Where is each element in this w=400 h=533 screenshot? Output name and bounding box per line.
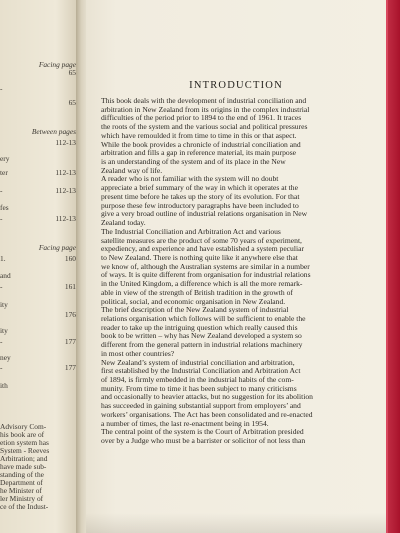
left-page-text: - — [0, 337, 3, 346]
text-line: Zealand today. — [101, 219, 146, 228]
left-page-text: 65 — [68, 98, 76, 107]
left-page-text: Facing page — [38, 243, 76, 252]
left-page-text: he Minister of — [0, 486, 42, 495]
text-line: a number of times, the last re-enactment being in 1954. — [101, 419, 269, 428]
left-page-text: ith — [0, 381, 8, 390]
text-line: A reader who is not familiar with the system will no doubt — [101, 175, 279, 184]
text-line: reader to take up the intriguing question which really caused this — [101, 323, 298, 332]
text-line: workers’ organisations. The Act has been consolidated and re-enacted — [101, 410, 313, 419]
left-page — [0, 0, 80, 533]
left-page-text: Facing page — [38, 60, 76, 69]
left-page-text: 65 — [68, 68, 76, 77]
left-page-text: Between pages — [31, 127, 76, 136]
text-line: first established by the Industrial Conciliation and Arbitration Act — [101, 367, 301, 376]
left-page-text: 176 — [64, 310, 76, 319]
text-line: political, social, and economic organisation in New Zealand. — [101, 297, 286, 306]
text-line: over by a Judge who must be a barrister or solicitor of not less than — [101, 437, 306, 446]
left-page-text: 112-13 — [55, 214, 76, 223]
text-line: munity. From time to time it has been subject to many criticisms — [101, 384, 297, 393]
text-line: The brief description of the New Zealand system of industrial — [101, 306, 289, 315]
left-page-text: - — [0, 363, 3, 372]
left-page-text: 161 — [64, 282, 76, 291]
text-line: and occasionally to heavier attacks, but no suggestion for its abolition — [101, 393, 313, 402]
text-line: able in view of the strength of British tradition in the growth of — [101, 288, 293, 297]
page-heading: INTRODUCTION — [189, 80, 283, 91]
text-line: relations organisation which follows will be sufficient to enable the — [101, 314, 306, 323]
text-line: different from the general pattern in industrial relations machinery — [101, 341, 303, 350]
text-line: This book deals with the development of industrial conciliation and — [101, 97, 307, 105]
text-line: is an understanding of the system and of its place in the New — [101, 158, 286, 167]
left-page-text: ter — [0, 168, 8, 177]
left-page-text: have made sub- — [0, 462, 47, 471]
text-line: difficulties of the period prior to 1894 to the end of 1961. It traces — [101, 114, 302, 123]
left-page-text: 160 — [64, 254, 76, 263]
text-line: in the United Kingdom, a difference which is all the more remark- — [101, 280, 303, 289]
text-line: in most other countries? — [101, 349, 175, 358]
left-page-text: ce of the Indust- — [0, 502, 49, 511]
left-page-text: fes — [0, 203, 9, 212]
left-page-text: System - Reeves — [0, 446, 50, 455]
left-page-text: - — [0, 214, 3, 223]
text-line: The Industrial Conciliation and Arbitration Act and various — [101, 227, 281, 236]
left-page-text: his book are of — [0, 430, 45, 439]
text-line: present time before he takes up the story of its evolution. For that — [101, 192, 300, 201]
right-page — [86, 0, 386, 533]
left-page-text: ity — [0, 326, 8, 335]
left-page-text: 112-13 — [55, 186, 76, 195]
text-line: to New Zealand. There is nothing quite like it anywhere else that — [101, 253, 298, 262]
text-line: has succeeded in gaining substantial support from employers’ and — [101, 402, 301, 411]
left-page-text: 177 — [64, 363, 76, 372]
body-text — [101, 97, 373, 446]
left-page-text: 1. — [0, 254, 6, 263]
text-line: arbitration and fills a gap in reference material, its main purpose — [101, 149, 297, 158]
left-page-text: 112-13 — [55, 138, 76, 147]
left-page-text: ery — [0, 154, 10, 163]
text-line: Zealand way of life. — [101, 166, 163, 175]
text-line: give a very broad outline of industrial relations organisation in New — [101, 210, 308, 219]
text-line: book to be written – why has New Zealand developed a system so — [101, 332, 302, 341]
page-shadow — [86, 513, 386, 533]
left-page-text: ney — [0, 353, 11, 362]
text-line: purpose these few introductory paragraphs have been included to — [101, 201, 299, 210]
text-line: the roots of the system and the various social and political pressures — [101, 123, 308, 132]
text-line: arbitration in New Zealand from its origins in the complex industrial — [101, 105, 310, 114]
text-line: of 1894, is firmly embedded in the industrial habits of the com- — [101, 376, 294, 384]
text-line: The central point of the system is the Court of Arbitration presided — [101, 428, 304, 437]
left-page-text: etion system has — [0, 438, 49, 447]
text-line: New Zealand’s system of industrial conciliation and arbitration, — [101, 358, 295, 367]
left-page-text: 112-13 — [55, 168, 76, 177]
text-line: expediency, and experience and have established a system peculiar — [101, 245, 304, 254]
left-page-text: ity — [0, 300, 8, 309]
text-line: While the book provides a chronicle of industrial conciliation and — [101, 140, 301, 149]
left-page-text: Department of — [0, 478, 43, 487]
left-page-text: Advisory Com- — [0, 422, 47, 431]
left-page-text: - — [0, 186, 3, 195]
text-line: which have remoulded it from time to time in this or that aspect. — [101, 131, 297, 140]
text-line: satellite measures are the product of some 70 years of experiment, — [101, 236, 302, 245]
left-page-text: Arbitration; and — [0, 454, 48, 463]
left-page-text: and — [0, 271, 11, 280]
left-page-list-of-illustrations — [0, 0, 78, 533]
left-page-text: 177 — [64, 337, 76, 346]
left-page-text: - — [0, 84, 3, 93]
text-line: of ways. It is quite different from organisation for industrial relations — [101, 271, 311, 280]
left-page-text: standing of the — [0, 470, 44, 479]
text-line: appreciate a brief summary of the way in which it operates at the — [101, 184, 298, 193]
left-page-text: ler Ministry of — [0, 494, 44, 503]
text-line: we know of, although the Australian systems are similar in a number — [101, 262, 310, 271]
left-page-text: - — [0, 282, 3, 291]
